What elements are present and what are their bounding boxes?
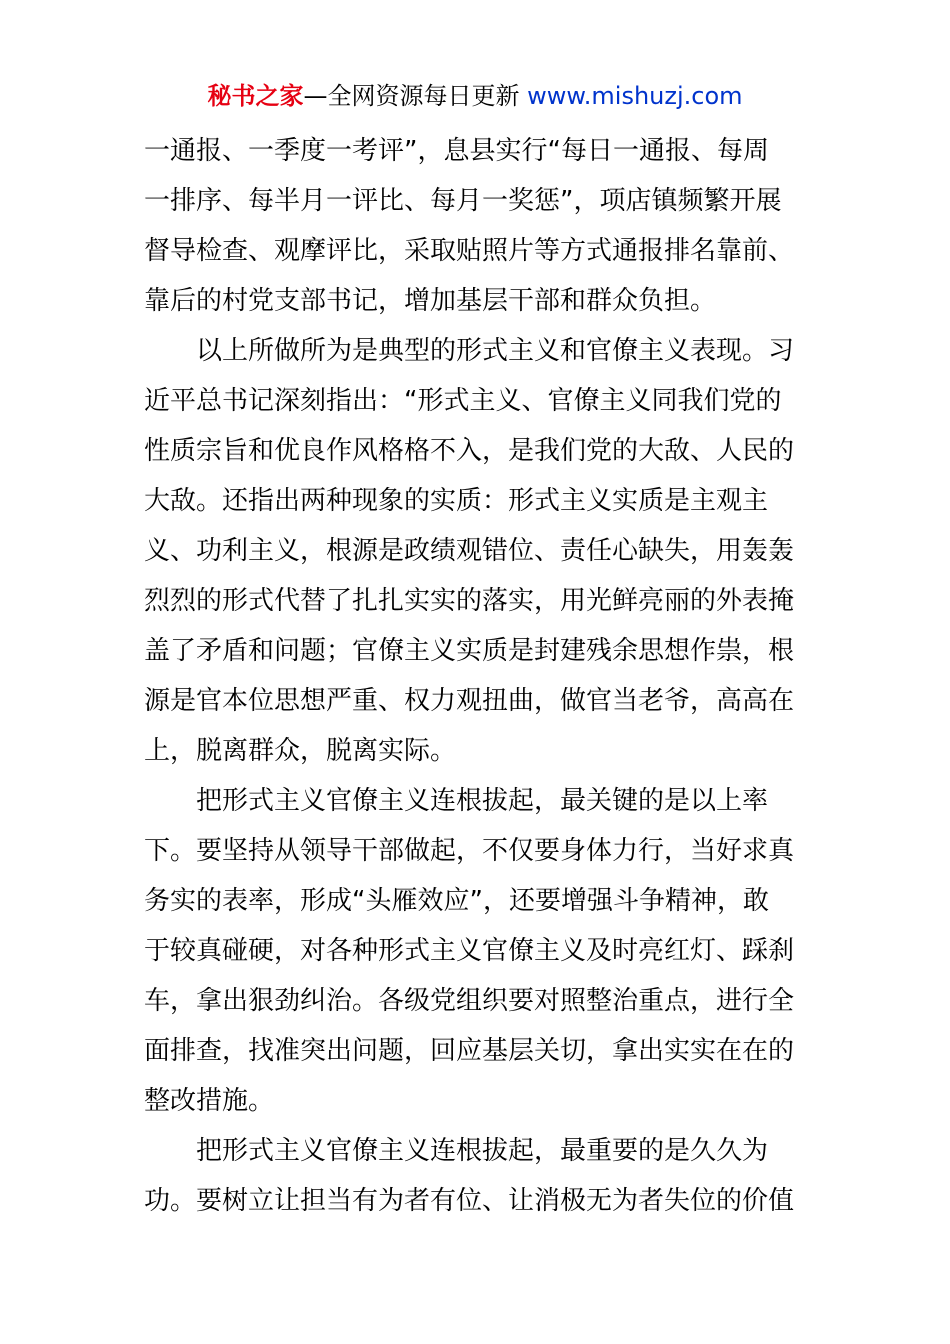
text-line: 一排序、每半月一评比、每月一奖惩”，项店镇频繁开展 xyxy=(144,186,782,216)
text-line: 面排查，找准突出问题，回应基层关切，拿出实实在在的 xyxy=(144,1036,795,1066)
text-line: 于较真碰硬，对各种形式主义官僚主义及时亮红灯、踩刹 xyxy=(144,936,795,966)
paragraph-start-line: 以上所做所为是典型的形式主义和官僚主义表现。习 xyxy=(196,336,795,366)
text-line: 近平总书记深刻指出：“形式主义、官僚主义同我们党的 xyxy=(144,386,782,416)
paragraph-start-line: 把形式主义官僚主义连根拔起，最关键的是以上率 xyxy=(196,786,769,816)
site-header xyxy=(0,80,950,112)
site-tagline: —全网资源每日更新 xyxy=(303,82,528,110)
text-line: 大敌。还指出两种现象的实质：形式主义实质是主观主 xyxy=(144,486,769,516)
text-line: 烈烈的形式代替了扎扎实实的落实，用光鲜亮丽的外表掩 xyxy=(144,586,795,616)
text-line: 源是官本位思想严重、权力观扭曲，做官当老爷，高高在 xyxy=(144,686,795,716)
text-line: 务实的表率，形成“头雁效应”，还要增强斗争精神，敢 xyxy=(144,886,769,916)
text-line: 功。要树立让担当有为者有位、让消极无为者失位的价值 xyxy=(144,1186,795,1216)
text-line: 靠后的村党支部书记，增加基层干部和群众负担。 xyxy=(144,286,717,316)
text-line: 督导检查、观摩评比，采取贴照片等方式通报排名靠前、 xyxy=(144,236,795,266)
paragraph-start-line: 把形式主义官僚主义连根拔起，最重要的是久久为 xyxy=(196,1136,769,1166)
site-url-link[interactable]: www.mishuzj.com xyxy=(527,82,743,110)
text-line: 性质宗旨和优良作风格格不入，是我们党的大敌、人民的 xyxy=(144,436,795,466)
site-brand: 秘书之家 xyxy=(207,82,304,110)
document-body xyxy=(144,126,814,1226)
text-line: 一通报、一季度一考评”，息县实行“每日一通报、每周 xyxy=(144,136,769,166)
text-line: 盖了矛盾和问题；官僚主义实质是封建残余思想作祟，根 xyxy=(144,636,795,666)
text-line: 车，拿出狠劲纠治。各级党组织要对照整治重点，进行全 xyxy=(144,986,795,1016)
text-line: 下。要坚持从领导干部做起，不仅要身体力行，当好求真 xyxy=(144,836,795,866)
text-line: 上，脱离群众，脱离实际。 xyxy=(144,736,457,766)
text-line: 义、功利主义，根源是政绩观错位、责任心缺失，用轰轰 xyxy=(144,536,795,566)
text-line: 整改措施。 xyxy=(144,1086,275,1116)
